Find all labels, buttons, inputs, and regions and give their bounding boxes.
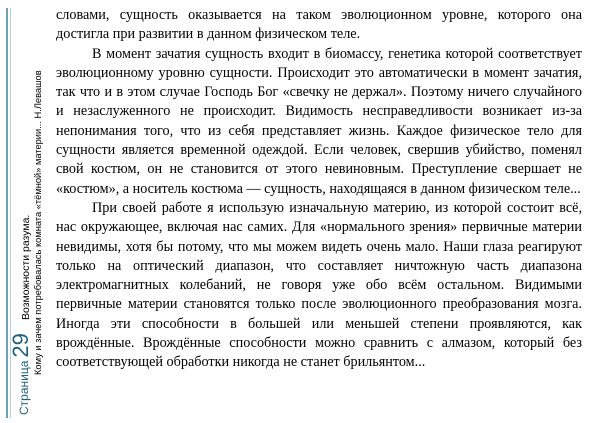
page-sidebar [0,0,46,423]
chapter-line: Кому и зачем потребовалась комната «тёмной» материи... Н.Левашов [33,70,43,375]
page-number: 29 [8,333,33,358]
paragraph: В момент зачатия сущность входит в биомассу, генетика которой соответствует эволюционному уровню сущности. Происходит это автоматически в момент зачатия, так что и в этом случае Господь Бог «свечку не держал». Поэтому ничего случайного и незаслуженного не происходит. Видимость несправедливости возникает из-за непонимания того, что из себя представляет жизнь. Каждое физическое тело для сущности является временной одеждой. Если человек, свершив убийство, поменял свой костюм, он не становится от этого невиновным. Преступление свершает не «костюм», а носитель костюма — сущность, находящаяся в данном физическом теле... [56,45,582,197]
paragraph: При своей работе я использую изначальную материю, из которой состоит всё, нас окружающее, включая нас самих. Для «нормального зрения» первичные материи невидимы, хотя бы потому, что мы можем видеть очень мало. Наши глаза реагируют только на оптический диапазон, что составляет ничтожную часть диапазона электромагнитных колебаний, не говоря уже обо всём остальном. Видимыми первичные материи становятся только после эволюционного преобразования мозга. Иногда эти способности в большей или меньшей степени проявляются, как врождённые. Врождённые способности можно сравнить с алмазом, который без соответствующей обработки никогда не станет брильянтом... [56,199,582,371]
page-word: Страница [17,360,31,415]
page-number-label [8,333,34,415]
book-title: Возможности разума. [20,214,32,320]
paragraph: словами, сущность оказывается на таком эволюционном уровне, которого она достигла при развитии в данном физическом теле. [56,7,582,43]
page-body [56,6,582,373]
